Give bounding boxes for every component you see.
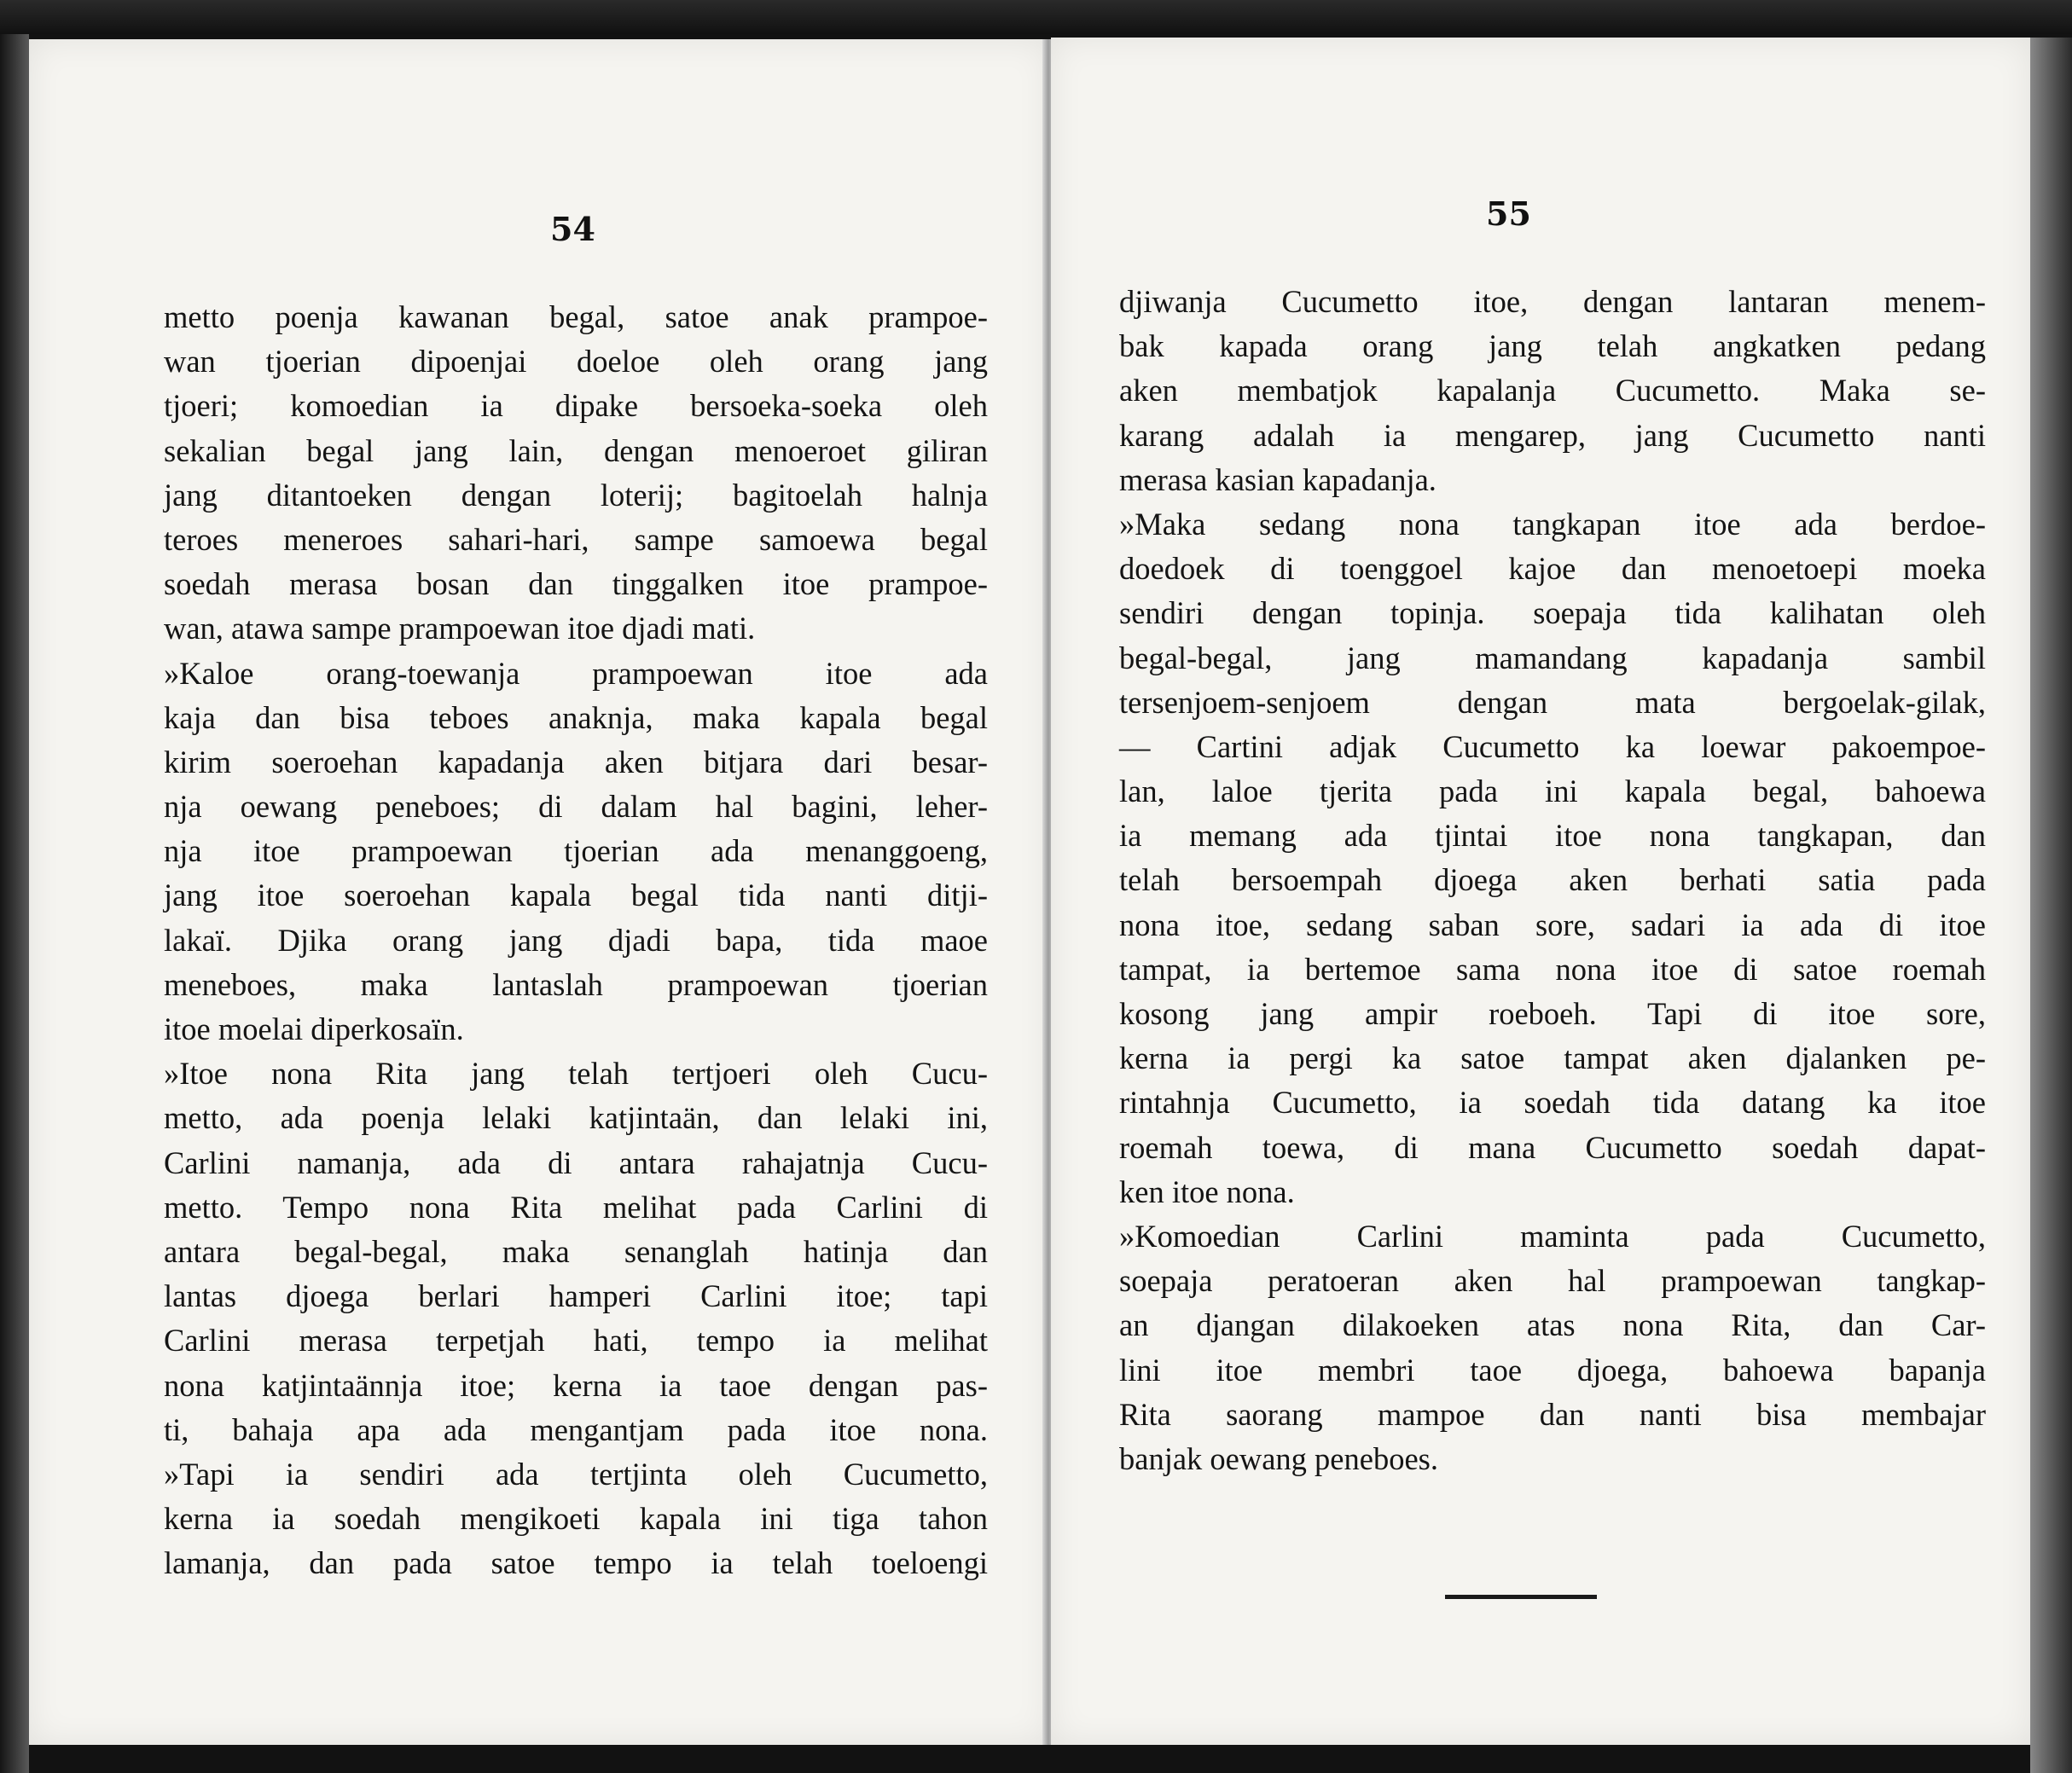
text-line: Rita saorang mampoe dan nanti bisa membajar — [1119, 1396, 1986, 1432]
right-page-number: 55 — [1486, 194, 1531, 233]
text-line: rintahnja Cucumetto, ia soedah tida datang ka itoe — [1119, 1085, 1986, 1121]
text-line: »Kaloe orang-toewanja prampoewan itoe ada — [164, 655, 988, 691]
text-line: nona katjintaännja itoe; kerna ia taoe dengan pas- — [164, 1367, 988, 1403]
text-line: jang itoe soeroehan kapala begal tida nanti ditji- — [164, 878, 988, 913]
text-line: wan tjoerian dipoenjai doeloe oleh orang jang — [164, 344, 988, 380]
text-line: »Komoedian Carlini maminta pada Cucumetto, — [1119, 1218, 1986, 1254]
right-page — [1051, 38, 2030, 1745]
text-line: lakaï. Djika orang jang djadi bapa, tida maoe — [164, 922, 988, 958]
text-line: meneboes, maka lantaslah prampoewan tjoerian — [164, 966, 988, 1002]
text-line: an djangan dilakoeken atas nona Rita, dan Car- — [1119, 1307, 1986, 1343]
text-line: telah bersoempah djoega aken berhati satia pada — [1119, 862, 1986, 898]
text-line: ken itoe nona. — [1119, 1173, 1295, 1209]
scan-right-edge — [2030, 38, 2072, 1773]
text-line: kosong jang ampir roeboeh. Tapi di itoe sore, — [1119, 996, 1986, 1031]
text-line: lan, laloe tjerita pada ini kapala begal, bahoewa — [1119, 774, 1986, 809]
text-line: kaja dan bisa teboes anaknja, maka kapala begal — [164, 699, 988, 735]
text-line: soedah merasa bosan dan tinggalken itoe prampoe- — [164, 566, 988, 602]
text-line: itoe moelai diperkosaïn. — [164, 1011, 464, 1046]
text-line: sendiri dengan topinja. soepaja tida kalihatan oleh — [1119, 595, 1986, 631]
text-line: roemah toewa, di mana Cucumetto soedah dapat- — [1119, 1129, 1986, 1165]
text-line: lini itoe membri taoe djoega, bahoewa bapanja — [1119, 1352, 1986, 1388]
text-line: »Maka sedang nona tangkapan itoe ada berdoe- — [1119, 506, 1986, 542]
text-line: tersenjoem-senjoem dengan mata bergoelak-gilak, — [1119, 684, 1986, 720]
text-line: »Itoe nona Rita jang telah tertjoeri oleh Cucu- — [164, 1056, 988, 1092]
text-line: aken membatjok kapalanja Cucumetto. Maka se- — [1119, 373, 1986, 408]
text-line: sekalian begal jang lain, dengan menoeroet giliran — [164, 432, 988, 468]
left-page — [29, 39, 1051, 1745]
scan-left-edge — [0, 34, 29, 1773]
text-line: begal-begal, jang mamandang kapadanja sambil — [1119, 640, 1986, 675]
text-line: jang ditantoeken dengan loterij; bagitoelah halnja — [164, 477, 988, 513]
text-line: nja itoe prampoewan tjoerian ada menanggoeng, — [164, 833, 988, 869]
left-page-number: 54 — [550, 210, 595, 248]
chapter-end-rule — [1445, 1595, 1597, 1599]
text-line: lamanja, dan pada satoe tempo ia telah toeloengi — [164, 1545, 988, 1581]
text-line: Carlini merasa terpetjah hati, tempo ia melihat — [164, 1323, 988, 1359]
text-line: banjak oewang peneboes. — [1119, 1440, 1438, 1476]
text-line: kerna ia pergi ka satoe tampat aken djalanken pe- — [1119, 1040, 1986, 1076]
text-line: lantas djoega berlari hamperi Carlini itoe; tapi — [164, 1278, 988, 1314]
text-line: tampat, ia bertemoe sama nona itoe di satoe roemah — [1119, 951, 1986, 987]
text-line: wan, atawa sampe prampoewan itoe djadi mati. — [164, 611, 756, 646]
text-line: bak kapada orang jang telah angkatken pedang — [1119, 328, 1986, 364]
text-line: tjoeri; komoedian ia dipake bersoeka-soeka oleh — [164, 388, 988, 424]
text-line: Carlini namanja, ada di antara rahajatnja Cucu- — [164, 1144, 988, 1180]
text-line: kirim soeroehan kapadanja aken bitjara dari besar- — [164, 744, 988, 779]
text-line: nona itoe, sedang saban sore, sadari ia ada di itoe — [1119, 907, 1986, 942]
text-line: karang adalah ia mengarep, jang Cucumetto nanti — [1119, 417, 1986, 453]
text-line: metto poenja kawanan begal, satoe anak prampoe- — [164, 299, 988, 334]
scan-top-edge — [0, 0, 2072, 34]
text-line: ti, bahaja apa ada mengantjam pada itoe nona. — [164, 1411, 988, 1447]
text-line: metto. Tempo nona Rita melihat pada Carlini di — [164, 1189, 988, 1225]
text-line: »Tapi ia sendiri ada tertjinta oleh Cucumetto, — [164, 1456, 988, 1492]
text-line: antara begal-begal, maka senanglah hatinja dan — [164, 1233, 988, 1269]
right-page-text — [1119, 280, 1986, 1481]
text-line: djiwanja Cucumetto itoe, dengan lantaran menem- — [1119, 284, 1986, 319]
text-line: merasa kasian kapadanja. — [1119, 461, 1436, 497]
text-line: ia memang ada tjintai itoe nona tangkapan, dan — [1119, 818, 1986, 854]
text-line: doedoek di toenggoel kajoe dan menoetoepi moeka — [1119, 551, 1986, 587]
text-line: kerna ia soedah mengikoeti kapala ini tiga tahon — [164, 1501, 988, 1537]
text-line: metto, ada poenja lelaki katjintaän, dan lelaki ini, — [164, 1100, 988, 1136]
text-line: nja oewang peneboes; di dalam hal bagini, leher- — [164, 789, 988, 825]
text-line: soepaja peratoeran aken hal prampoewan tangkap- — [1119, 1263, 1986, 1299]
text-line: — Cartini adjak Cucumetto ka loewar pakoempoe- — [1119, 728, 1986, 764]
text-line: teroes meneroes sahari-hari, sampe samoewa begal — [164, 521, 988, 557]
left-page-text — [164, 295, 988, 1585]
